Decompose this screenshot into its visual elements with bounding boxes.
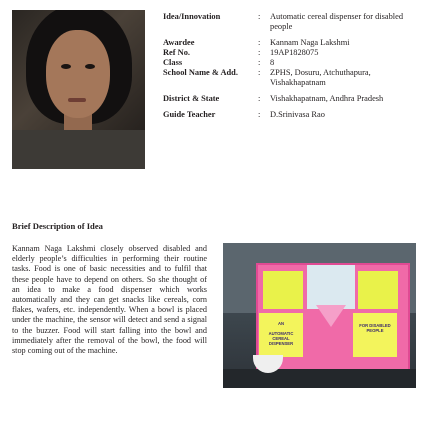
awardee-label: Awardee	[163, 38, 195, 47]
awardee-value: Kannam Naga Lakshmi	[270, 38, 350, 47]
separator: :	[258, 48, 261, 57]
innovation-value: Automatic cereal dispenser for disabled people	[270, 12, 404, 31]
info-row-awardee	[163, 38, 425, 48]
teacher-label: Guide Teacher	[163, 110, 216, 119]
separator: :	[258, 12, 261, 21]
machine-label-left: AN	[277, 321, 285, 326]
separator: :	[258, 68, 261, 77]
separator: :	[258, 38, 261, 47]
description-heading: Brief Description of Idea	[12, 221, 103, 231]
district-label: District & State	[163, 94, 220, 103]
label-panel-right	[353, 313, 397, 357]
info-row-class	[163, 58, 425, 68]
school-value: ZPHS, Dosuru, Atchuthapura, Vishakhapatnam	[270, 68, 371, 87]
info-row-teacher	[163, 110, 425, 120]
dispenser-funnel	[316, 305, 346, 327]
info-row-district	[163, 94, 425, 104]
photo-floor	[223, 369, 416, 388]
cereal-container	[307, 265, 355, 309]
info-row-innovation	[163, 12, 425, 32]
dispenser-photo	[223, 243, 416, 388]
photo-face	[46, 30, 110, 118]
photo-eye-right	[85, 64, 95, 69]
school-label: School Name & Add.	[163, 68, 238, 77]
awardee-photo	[12, 10, 145, 169]
photo-eye-left	[61, 64, 71, 69]
board-panel-left	[263, 271, 303, 309]
machine-label-center: AUTOMATIC CEREAL DISPENSER	[268, 331, 294, 346]
board-panel-right	[358, 271, 398, 309]
ref-label: Ref No.	[163, 48, 190, 57]
teacher-value: D.Srinivasa Rao	[270, 110, 325, 119]
class-value: 8	[270, 58, 275, 67]
innovation-label: Idea/Innovation	[163, 12, 221, 21]
info-row-school	[163, 68, 425, 88]
separator: :	[258, 58, 261, 67]
ref-value: 19AP1828075	[270, 48, 319, 57]
photo-shirt	[12, 130, 145, 169]
info-row-ref	[163, 48, 425, 58]
photo-mouth	[68, 98, 86, 102]
description-text: Kannam Naga Lakshmi closely observed disabled and elderly people’s difficulties in performing their routine tasks. Food is one of basic necessities and to fulfil that these people have to depend on others. So she thought of an idea to make a food dispenser which works automatically and they can get snacks like cereals, corn flakes, wafers, etc. independently. When a bowl is placed under the machine, the sensor will detect and send a signal to the buzzer. Food will start falling into the bowl and immediately after the removal of the bowl, the food will stop coming out of the machine.	[12, 244, 207, 356]
separator: :	[258, 94, 261, 103]
district-value: Vishakhapatnam, Andhra Pradesh	[270, 94, 384, 103]
class-label: Class	[163, 58, 183, 67]
separator: :	[258, 110, 261, 119]
machine-label-right: FOR DISABLED PEOPLE	[359, 323, 391, 333]
awardee-info-table	[163, 12, 425, 120]
